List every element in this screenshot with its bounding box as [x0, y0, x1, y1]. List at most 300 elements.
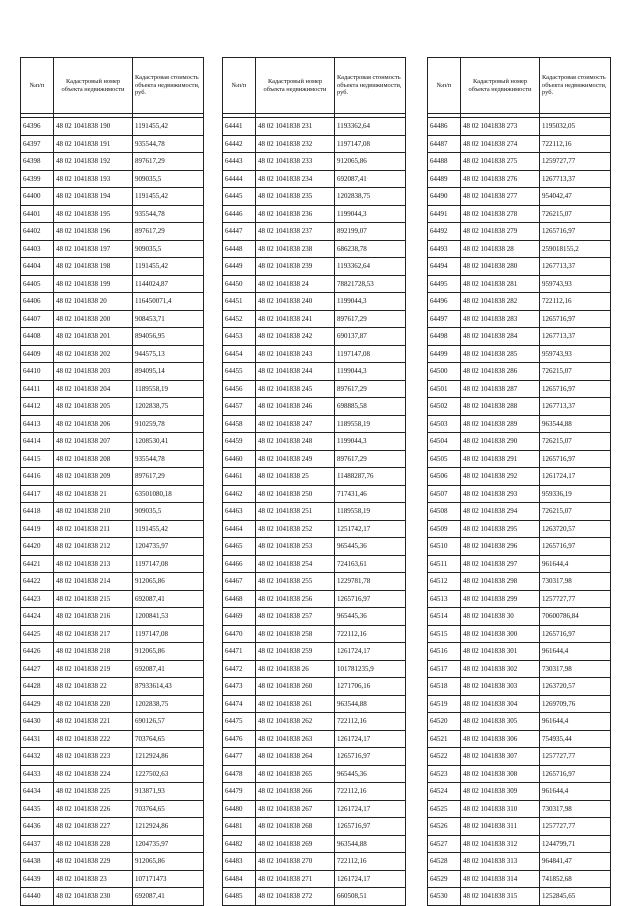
- table-row: [21, 450, 204, 468]
- cadastral-value: 1144024,87: [133, 275, 204, 293]
- cadastral-number: 48 02 1041838 293: [461, 485, 540, 503]
- cadastral-number: 48 02 1041838 195: [54, 205, 133, 223]
- table-row: [428, 380, 611, 398]
- row-number: 64473: [223, 678, 256, 696]
- cadastral-value: 1271706,16: [335, 678, 406, 696]
- row-number: 64459: [223, 433, 256, 451]
- cadastral-value: 1261724,17: [335, 800, 406, 818]
- cadastral-number: 48 02 1041838 237: [256, 223, 335, 241]
- row-number: 64464: [223, 520, 256, 538]
- cadastral-value: 1267713,37: [540, 398, 611, 416]
- table-row: [223, 468, 406, 486]
- table-row: [428, 450, 611, 468]
- cadastral-value: 897617,29: [335, 450, 406, 468]
- cadastral-number: 48 02 1041838 273: [461, 118, 540, 136]
- cadastral-number: 48 02 1041838 305: [461, 713, 540, 731]
- cadastral-number: 48 02 1041838 238: [256, 240, 335, 258]
- cadastral-value: 722112,16: [540, 135, 611, 153]
- row-number: 64486: [428, 118, 461, 136]
- table-row: [223, 205, 406, 223]
- table-row: [21, 555, 204, 573]
- table-row: [428, 573, 611, 591]
- row-number: 64397: [21, 135, 54, 153]
- cadastral-number: 48 02 1041838 20: [54, 293, 133, 311]
- table-row: [428, 433, 611, 451]
- row-number: 64527: [428, 835, 461, 853]
- cadastral-value: 965445,36: [335, 765, 406, 783]
- cadastral-value: 897617,29: [133, 223, 204, 241]
- cadastral-number: 48 02 1041838 265: [256, 765, 335, 783]
- cadastral-number: 48 02 1041838 303: [461, 678, 540, 696]
- cadastral-value: 730317,98: [540, 660, 611, 678]
- table-row: [223, 870, 406, 888]
- table-row: [428, 555, 611, 573]
- cadastral-value: 1212924,86: [133, 748, 204, 766]
- cadastral-value: 730317,98: [540, 573, 611, 591]
- table-row: [428, 765, 611, 783]
- row-number: 64504: [428, 433, 461, 451]
- cadastral-value: 1197147,08: [133, 555, 204, 573]
- cadastral-number: 48 02 1041838 228: [54, 835, 133, 853]
- cadastral-value: 87933614,43: [133, 678, 204, 696]
- cadastral-value: 1257727,77: [540, 590, 611, 608]
- cadastral-value: 1204735,97: [133, 538, 204, 556]
- table-row: [428, 345, 611, 363]
- row-number: 64428: [21, 678, 54, 696]
- row-number: 64477: [223, 748, 256, 766]
- table-row: [428, 783, 611, 801]
- cadastral-value: 1197147,08: [335, 135, 406, 153]
- cadastral-value: 1265716,97: [540, 765, 611, 783]
- cadastral-number: 48 02 1041838 302: [461, 660, 540, 678]
- row-number: 64505: [428, 450, 461, 468]
- cadastral-value: 944575,13: [133, 345, 204, 363]
- cadastral-value: 959743,93: [540, 345, 611, 363]
- row-number: 64457: [223, 398, 256, 416]
- cadastral-number: 48 02 1041838 292: [461, 468, 540, 486]
- cadastral-number: 48 02 1041838 286: [461, 363, 540, 381]
- table-row: [223, 695, 406, 713]
- table-row: [21, 205, 204, 223]
- row-number: 64469: [223, 608, 256, 626]
- cadastral-value: 1261724,17: [335, 870, 406, 888]
- cadastral-number: 48 02 1041838 199: [54, 275, 133, 293]
- cadastral-number: 48 02 1041838 307: [461, 748, 540, 766]
- cadastral-value: 690137,87: [335, 328, 406, 346]
- cadastral-value: 894056,95: [133, 328, 204, 346]
- cadastral-value: 1199044,3: [335, 293, 406, 311]
- cadastral-table-1: [20, 57, 204, 906]
- cadastral-number: 48 02 1041838 231: [256, 118, 335, 136]
- row-number: 64438: [21, 853, 54, 871]
- table-row: [428, 415, 611, 433]
- table-row: [21, 818, 204, 836]
- row-number: 64489: [428, 170, 461, 188]
- row-number: 64430: [21, 713, 54, 731]
- row-number: 64483: [223, 853, 256, 871]
- table-row: [428, 713, 611, 731]
- row-number: 64420: [21, 538, 54, 556]
- cadastral-number: 48 02 1041838 272: [256, 888, 335, 906]
- cadastral-value: 961644,4: [540, 783, 611, 801]
- row-number: 64474: [223, 695, 256, 713]
- table-row: [223, 765, 406, 783]
- table-row: [428, 748, 611, 766]
- cadastral-number: 48 02 1041838 197: [54, 240, 133, 258]
- table-row: [428, 275, 611, 293]
- cadastral-number: 48 02 1041838 221: [54, 713, 133, 731]
- table-row: [21, 835, 204, 853]
- cadastral-value: 910259,78: [133, 415, 204, 433]
- row-number: 64407: [21, 310, 54, 328]
- cadastral-number: 48 02 1041838 289: [461, 415, 540, 433]
- table-row: [223, 153, 406, 171]
- row-number: 64510: [428, 538, 461, 556]
- cadastral-value: 692087,41: [133, 590, 204, 608]
- cadastral-value: 965445,36: [335, 538, 406, 556]
- cadastral-value: 1202838,75: [133, 695, 204, 713]
- table-row: [428, 170, 611, 188]
- table-row: [21, 643, 204, 661]
- table-row: [428, 590, 611, 608]
- table-row: [428, 888, 611, 906]
- row-number: 64445: [223, 188, 256, 206]
- cadastral-value: 754935,44: [540, 730, 611, 748]
- row-number: 64478: [223, 765, 256, 783]
- row-number: 64511: [428, 555, 461, 573]
- cadastral-value: 1189558,19: [133, 380, 204, 398]
- cadastral-value: 1193362,64: [335, 258, 406, 276]
- row-number: 64417: [21, 485, 54, 503]
- cadastral-number: 48 02 1041838 24: [256, 275, 335, 293]
- row-number: 64526: [428, 818, 461, 836]
- table-row: [428, 835, 611, 853]
- cadastral-number: 48 02 1041838 274: [461, 135, 540, 153]
- table-row: [21, 170, 204, 188]
- cadastral-number: 48 02 1041838 224: [54, 765, 133, 783]
- cadastral-number: 48 02 1041838 23: [54, 870, 133, 888]
- cadastral-value: 959336,19: [540, 485, 611, 503]
- row-number: 64434: [21, 783, 54, 801]
- cadastral-number: 48 02 1041838 30: [461, 608, 540, 626]
- cadastral-value: 116450071,4: [133, 293, 204, 311]
- cadastral-value: 1202838,75: [335, 188, 406, 206]
- cadastral-number: 48 02 1041838 251: [256, 503, 335, 521]
- cadastral-number: 48 02 1041838 229: [54, 853, 133, 871]
- row-number: 64493: [428, 240, 461, 258]
- table-row: [428, 870, 611, 888]
- row-number: 64509: [428, 520, 461, 538]
- cadastral-number: 48 02 1041838 313: [461, 853, 540, 871]
- cadastral-value: 1265716,97: [540, 450, 611, 468]
- cadastral-table-3: [427, 57, 611, 906]
- cadastral-number: 48 02 1041838 194: [54, 188, 133, 206]
- cadastral-value: 964841,47: [540, 853, 611, 871]
- table-row: [21, 503, 204, 521]
- row-number: 64513: [428, 590, 461, 608]
- table-row: [21, 153, 204, 171]
- table-body: [428, 114, 611, 906]
- cadastral-number: 48 02 1041838 256: [256, 590, 335, 608]
- cadastral-number: 48 02 1041838 285: [461, 345, 540, 363]
- cadastral-value: 63501080,18: [133, 485, 204, 503]
- cadastral-value: 692087,41: [133, 660, 204, 678]
- table-row: [428, 730, 611, 748]
- table-row: [428, 258, 611, 276]
- cadastral-number: 48 02 1041838 204: [54, 380, 133, 398]
- cadastral-value: 692087,41: [133, 888, 204, 906]
- table-row: [428, 205, 611, 223]
- cadastral-value: 1263720,57: [540, 678, 611, 696]
- cadastral-number: 48 02 1041838 190: [54, 118, 133, 136]
- table-row: [428, 468, 611, 486]
- table-row: [21, 870, 204, 888]
- table-row: [223, 223, 406, 241]
- cadastral-number: 48 02 1041838 211: [54, 520, 133, 538]
- cadastral-number: 48 02 1041838 252: [256, 520, 335, 538]
- row-number: 64415: [21, 450, 54, 468]
- row-number: 64404: [21, 258, 54, 276]
- cadastral-number: 48 02 1041838 270: [256, 853, 335, 871]
- cadastral-value: 1193362,64: [335, 118, 406, 136]
- cadastral-number: 48 02 1041838 201: [54, 328, 133, 346]
- row-number: 64494: [428, 258, 461, 276]
- cadastral-number: 48 02 1041838 275: [461, 153, 540, 171]
- cadastral-number: 48 02 1041838 241: [256, 310, 335, 328]
- row-number: 64492: [428, 223, 461, 241]
- cadastral-value: 1265716,97: [540, 625, 611, 643]
- cadastral-number: 48 02 1041838 300: [461, 625, 540, 643]
- row-number: 64431: [21, 730, 54, 748]
- row-number: 64455: [223, 363, 256, 381]
- cadastral-number: 48 02 1041838 287: [461, 380, 540, 398]
- cadastral-number: 48 02 1041838 208: [54, 450, 133, 468]
- cadastral-number: 48 02 1041838 279: [461, 223, 540, 241]
- table-row: [21, 783, 204, 801]
- cadastral-value: 1259727,77: [540, 153, 611, 171]
- table-row: [223, 573, 406, 591]
- cadastral-number: 48 02 1041838 277: [461, 188, 540, 206]
- table-row: [428, 853, 611, 871]
- row-number: 64446: [223, 205, 256, 223]
- cadastral-value: 909035,5: [133, 170, 204, 188]
- cadastral-number: 48 02 1041838 205: [54, 398, 133, 416]
- cadastral-value: 1202838,75: [133, 398, 204, 416]
- row-number: 64453: [223, 328, 256, 346]
- table-row: [223, 363, 406, 381]
- row-number: 64452: [223, 310, 256, 328]
- cadastral-value: 726215,07: [540, 363, 611, 381]
- table-row: [21, 608, 204, 626]
- cadastral-value: 961644,4: [540, 643, 611, 661]
- cadastral-value: 107171473: [133, 870, 204, 888]
- table-row: [428, 363, 611, 381]
- cadastral-number: 48 02 1041838 284: [461, 328, 540, 346]
- cadastral-value: 698885,58: [335, 398, 406, 416]
- cadastral-value: 686238,78: [335, 240, 406, 258]
- table-row: [21, 800, 204, 818]
- cadastral-value: 1265716,97: [335, 590, 406, 608]
- cadastral-number: 48 02 1041838 267: [256, 800, 335, 818]
- cadastral-number: 48 02 1041838 235: [256, 188, 335, 206]
- table-row: [428, 398, 611, 416]
- row-number: 64405: [21, 275, 54, 293]
- row-number: 64472: [223, 660, 256, 678]
- cadastral-value: 1269709,76: [540, 695, 611, 713]
- cadastral-value: 1195032,05: [540, 118, 611, 136]
- row-number: 64422: [21, 573, 54, 591]
- table-row: [21, 258, 204, 276]
- table-row: [21, 660, 204, 678]
- table-row: [21, 398, 204, 416]
- cadastral-number: 48 02 1041838 233: [256, 153, 335, 171]
- row-number: 64488: [428, 153, 461, 171]
- row-number: 64396: [21, 118, 54, 136]
- table-row: [223, 380, 406, 398]
- table-row: [223, 188, 406, 206]
- cadastral-value: 1227502,63: [133, 765, 204, 783]
- table-row: [223, 590, 406, 608]
- row-number: 64503: [428, 415, 461, 433]
- row-number: 64514: [428, 608, 461, 626]
- table-row: [428, 660, 611, 678]
- row-number: 64463: [223, 503, 256, 521]
- table-row: [223, 555, 406, 573]
- cadastral-number: 48 02 1041838 226: [54, 800, 133, 818]
- cadastral-value: 1199044,3: [335, 433, 406, 451]
- table-row: [21, 468, 204, 486]
- header-cadastral-value: Кадастровая стоимость объекта недвижимости, руб.: [335, 58, 406, 114]
- cadastral-number: 48 02 1041838 294: [461, 503, 540, 521]
- cadastral-number: 48 02 1041838 282: [461, 293, 540, 311]
- table-row: [223, 310, 406, 328]
- cadastral-number: 48 02 1041838 232: [256, 135, 335, 153]
- cadastral-value: 892199,07: [335, 223, 406, 241]
- cadastral-number: 48 02 1041838 200: [54, 310, 133, 328]
- cadastral-number: 48 02 1041838 301: [461, 643, 540, 661]
- table-header-row: [428, 58, 611, 114]
- table-row: [21, 748, 204, 766]
- cadastral-value: 1265716,97: [540, 223, 611, 241]
- cadastral-value: 1199044,3: [335, 205, 406, 223]
- table-row: [21, 765, 204, 783]
- cadastral-value: 1263720,57: [540, 520, 611, 538]
- cadastral-number: 48 02 1041838 198: [54, 258, 133, 276]
- cadastral-value: 897617,29: [335, 310, 406, 328]
- cadastral-number: 48 02 1041838 298: [461, 573, 540, 591]
- row-number: 64490: [428, 188, 461, 206]
- cadastral-value: 912065,86: [133, 643, 204, 661]
- row-number: 64398: [21, 153, 54, 171]
- row-number: 64468: [223, 590, 256, 608]
- header-cadastral-number: Кадастровый номер объекта недвижимости: [54, 58, 133, 114]
- row-number: 64460: [223, 450, 256, 468]
- row-number: 64516: [428, 643, 461, 661]
- row-number: 64433: [21, 765, 54, 783]
- row-number: 64500: [428, 363, 461, 381]
- cadastral-value: 703764,65: [133, 800, 204, 818]
- cadastral-number: 48 02 1041838 257: [256, 608, 335, 626]
- row-number: 64496: [428, 293, 461, 311]
- row-number: 64402: [21, 223, 54, 241]
- cadastral-value: 1191455,42: [133, 520, 204, 538]
- row-number: 64419: [21, 520, 54, 538]
- cadastral-value: 1265716,97: [540, 310, 611, 328]
- cadastral-number: 48 02 1041838 304: [461, 695, 540, 713]
- row-number: 64512: [428, 573, 461, 591]
- cadastral-number: 48 02 1041838 214: [54, 573, 133, 591]
- table-row: [428, 240, 611, 258]
- row-number: 64491: [428, 205, 461, 223]
- table-row: [21, 363, 204, 381]
- row-number: 64440: [21, 888, 54, 906]
- cadastral-value: 909035,5: [133, 240, 204, 258]
- row-number: 64426: [21, 643, 54, 661]
- row-number: 64479: [223, 783, 256, 801]
- cadastral-table-2: [222, 57, 406, 906]
- row-number: 64408: [21, 328, 54, 346]
- cadastral-number: 48 02 1041838 239: [256, 258, 335, 276]
- cadastral-value: 70600786,84: [540, 608, 611, 626]
- cadastral-value: 726215,07: [540, 205, 611, 223]
- row-number: 64499: [428, 345, 461, 363]
- cadastral-value: 78821728,53: [335, 275, 406, 293]
- row-number: 64418: [21, 503, 54, 521]
- cadastral-value: 1191455,42: [133, 118, 204, 136]
- cadastral-number: 48 02 1041838 244: [256, 363, 335, 381]
- row-number: 64435: [21, 800, 54, 818]
- cadastral-value: 912065,86: [133, 573, 204, 591]
- cadastral-value: 1252845,65: [540, 888, 611, 906]
- table-row: [21, 118, 204, 136]
- row-number: 64454: [223, 345, 256, 363]
- cadastral-number: 48 02 1041838 230: [54, 888, 133, 906]
- row-number: 64424: [21, 608, 54, 626]
- row-number: 64530: [428, 888, 461, 906]
- cadastral-value: 1265716,97: [335, 818, 406, 836]
- cadastral-number: 48 02 1041838 191: [54, 135, 133, 153]
- row-number: 64528: [428, 853, 461, 871]
- table-row: [223, 345, 406, 363]
- header-cadastral-value: Кадастровая стоимость объекта недвижимости, руб.: [540, 58, 611, 114]
- table-row: [428, 800, 611, 818]
- cadastral-number: 48 02 1041838 276: [461, 170, 540, 188]
- table-row: [428, 503, 611, 521]
- cadastral-value: 912065,86: [335, 153, 406, 171]
- table-row: [223, 678, 406, 696]
- row-number: 64410: [21, 363, 54, 381]
- cadastral-value: 897617,29: [335, 380, 406, 398]
- row-number: 64400: [21, 188, 54, 206]
- cadastral-value: 908453,71: [133, 310, 204, 328]
- cadastral-value: 935544,78: [133, 450, 204, 468]
- cadastral-value: 1191455,42: [133, 188, 204, 206]
- cadastral-number: 48 02 1041838 192: [54, 153, 133, 171]
- cadastral-number: 48 02 1041838 243: [256, 345, 335, 363]
- table-row: [428, 328, 611, 346]
- table-row: [428, 678, 611, 696]
- cadastral-number: 48 02 1041838 28: [461, 240, 540, 258]
- cadastral-value: 959743,93: [540, 275, 611, 293]
- cadastral-number: 48 02 1041838 315: [461, 888, 540, 906]
- cadastral-value: 1267713,37: [540, 258, 611, 276]
- table-row: [223, 853, 406, 871]
- row-number: 64406: [21, 293, 54, 311]
- cadastral-number: 48 02 1041838 261: [256, 695, 335, 713]
- cadastral-number: 48 02 1041838 206: [54, 415, 133, 433]
- cadastral-number: 48 02 1041838 242: [256, 328, 335, 346]
- cadastral-value: 730317,98: [540, 800, 611, 818]
